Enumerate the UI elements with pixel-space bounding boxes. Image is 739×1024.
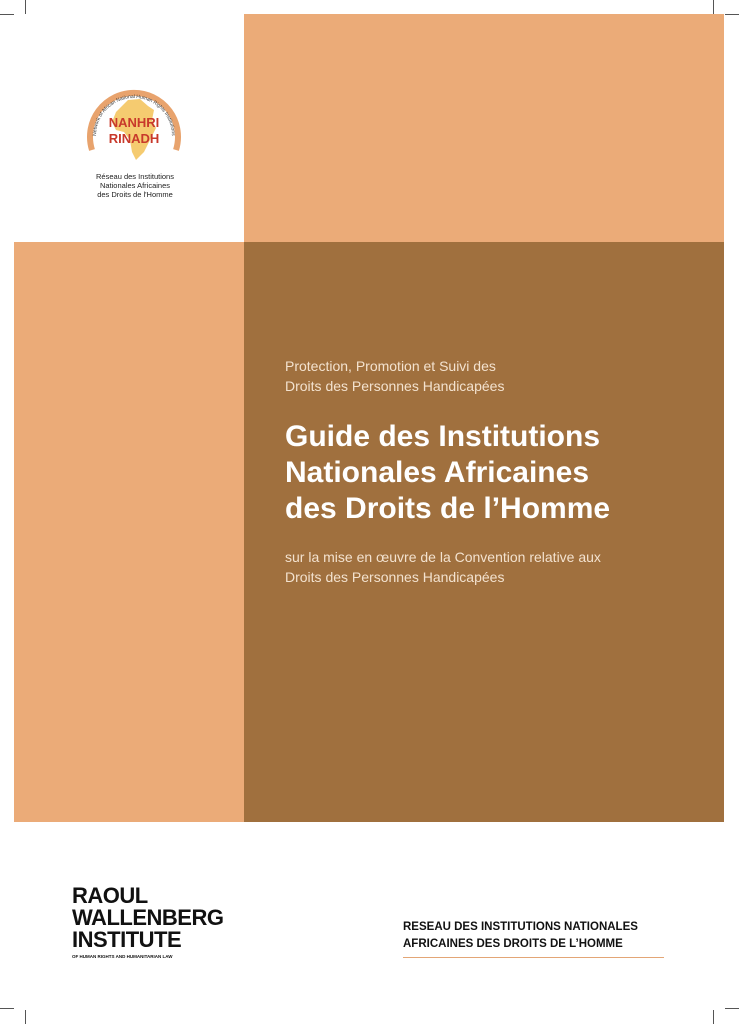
cover-title: Guide des Institutions Nationales Africaines des Droits de l’Homme bbox=[285, 420, 611, 525]
cover-block-top bbox=[244, 14, 724, 242]
crop-mark bbox=[725, 14, 739, 15]
organisation-name: RESEAU DES INSTITUTIONS NATIONALES AFRICAINES DES DROITS DE L’HOMME bbox=[403, 921, 638, 950]
svg-text:NANHRI: NANHRI bbox=[108, 115, 160, 130]
nanhri-logo bbox=[70, 80, 200, 198]
crop-mark bbox=[0, 14, 14, 15]
cover-description: sur la mise en œuvre de la Convention relative aux Droits des Personnes Handicapées bbox=[285, 549, 601, 585]
svg-text:RINADH: RINADH bbox=[108, 131, 160, 146]
crop-mark bbox=[713, 1010, 714, 1024]
crop-mark bbox=[25, 0, 26, 14]
cover-block-left bbox=[14, 242, 244, 822]
crop-mark bbox=[0, 1008, 14, 1009]
crop-mark bbox=[725, 1008, 739, 1009]
organisation-rule bbox=[403, 957, 664, 958]
rwi-subtitle: OF HUMAN RIGHTS AND HUMANITARIAN LAW bbox=[72, 954, 173, 959]
rwi-logo bbox=[72, 885, 223, 960]
rwi-name: RAOUL WALLENBERG INSTITUTE bbox=[72, 883, 224, 952]
crop-mark bbox=[713, 0, 714, 14]
cover-subtitle: Protection, Promotion et Suivi des Droits des Personnes Handicapées bbox=[285, 358, 505, 394]
nanhri-emblem-icon bbox=[84, 80, 184, 180]
logo-caption: Réseau des Institutions Nationales Africaines des Droits de l'Homme bbox=[96, 172, 174, 199]
crop-mark bbox=[25, 1010, 26, 1024]
cover-block-main bbox=[244, 242, 724, 822]
svg-text:Network of African National Hu: Network of African National Human Rights Institutions bbox=[91, 93, 177, 137]
